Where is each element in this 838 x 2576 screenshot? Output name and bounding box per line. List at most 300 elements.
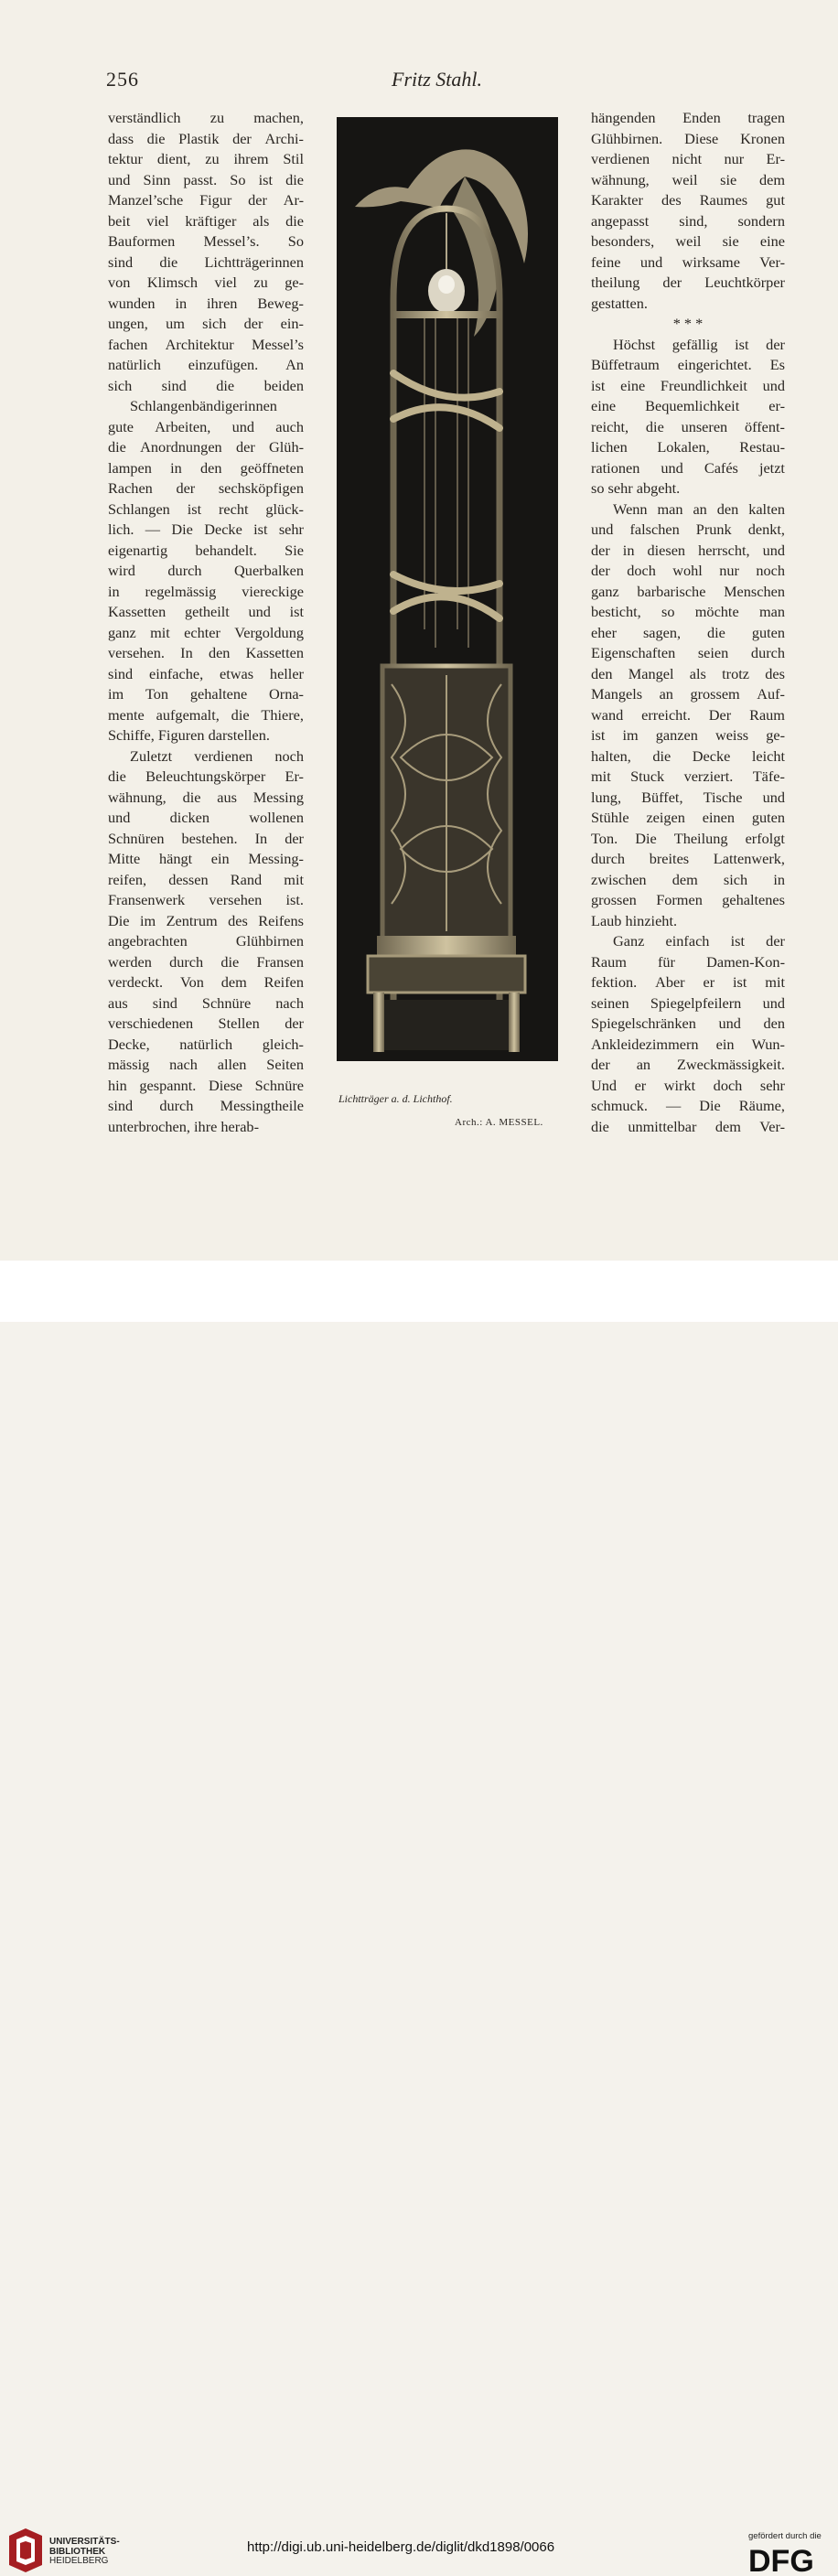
text-line — [591, 1055, 785, 1076]
word: wunden — [108, 294, 156, 312]
word: tragen — [747, 109, 785, 126]
word: getheilt — [184, 603, 230, 620]
word: einfach — [665, 932, 710, 950]
library-name-line3: HEIDELBERG — [49, 2556, 109, 2566]
word: durch — [750, 644, 785, 661]
word: eine — [620, 376, 646, 394]
word: angepasst — [591, 211, 650, 230]
word: Figur — [199, 191, 232, 209]
word: seien — [697, 644, 729, 661]
word: eigenartig — [108, 541, 168, 559]
figure-credit: Arch.: A. MESSEL. — [455, 1117, 543, 1128]
text-line — [108, 211, 304, 232]
text-line — [108, 561, 304, 582]
word: noch — [756, 562, 785, 579]
word: Tische — [703, 788, 743, 806]
text-line — [591, 170, 785, 191]
text-line — [591, 1076, 785, 1097]
word: Karakter — [591, 191, 643, 209]
word: mit — [765, 973, 785, 991]
word: Lokalen, — [657, 438, 710, 456]
word: Theilung — [673, 829, 728, 847]
text-line — [108, 890, 304, 911]
word: grossem — [690, 685, 740, 703]
word: man — [758, 603, 785, 620]
word: möchte — [694, 603, 739, 620]
word: kalten — [748, 499, 785, 518]
word: theilung — [591, 274, 640, 291]
word: Mangels — [591, 685, 643, 703]
text-line — [591, 993, 785, 1014]
word: sind, — [679, 211, 708, 230]
text-line — [108, 314, 304, 335]
word: und — [762, 788, 785, 806]
word: kräftiger — [185, 211, 237, 230]
word: mässig — [108, 1056, 150, 1073]
word: allen — [217, 1056, 247, 1073]
word: an — [693, 499, 707, 518]
word: verdienen — [591, 150, 650, 167]
word: seinen — [591, 993, 629, 1012]
word: der — [243, 315, 263, 332]
text-line — [591, 149, 785, 170]
dfg-logo-icon — [748, 2543, 831, 2576]
word: dem — [758, 170, 785, 188]
word: des — [228, 911, 248, 929]
word: Thiere, — [261, 705, 304, 724]
word: Fransen — [256, 952, 304, 971]
word: fektion. — [591, 973, 638, 991]
word: Glühbirnen — [235, 932, 304, 950]
text-line — [108, 911, 304, 932]
word: als — [689, 664, 706, 682]
word: die — [146, 129, 166, 147]
text-line — [108, 746, 304, 767]
word: die — [108, 767, 126, 785]
word: Diese — [208, 1076, 243, 1094]
word: grossen — [591, 891, 637, 908]
word: lampen — [108, 458, 152, 477]
page-number: 256 — [106, 68, 139, 91]
word: die — [652, 746, 671, 765]
word: die — [108, 438, 126, 456]
word: doch — [713, 1076, 743, 1094]
word: der — [591, 541, 610, 559]
text-line: Schiffe, Figuren darstellen. — [108, 726, 270, 744]
word: des — [765, 664, 785, 682]
text-line — [108, 623, 304, 644]
text-line: * * * — [672, 315, 704, 332]
word: lichen — [591, 438, 628, 456]
text-line — [108, 190, 304, 211]
text-line — [591, 541, 785, 562]
word: lich. — [108, 521, 134, 538]
word: Raum — [749, 705, 785, 724]
word: sind — [108, 1097, 134, 1114]
text-line — [108, 582, 304, 603]
text-line — [591, 643, 785, 664]
word: Höchst — [613, 335, 656, 353]
word: Messel’s — [252, 335, 304, 353]
word: einen — [702, 809, 735, 826]
word: und — [248, 603, 271, 620]
text-line — [108, 664, 304, 685]
word: Schnüren — [108, 829, 165, 847]
word: er — [634, 1076, 647, 1094]
word: reifen, — [108, 870, 147, 888]
word: Ver- — [759, 252, 785, 271]
word: zu — [253, 274, 268, 291]
word: einzufügen. — [188, 356, 259, 373]
word: Der — [708, 705, 732, 724]
word: einfache, — [148, 664, 204, 682]
text-line — [108, 499, 304, 521]
text-line — [591, 808, 785, 829]
word: er — [703, 973, 715, 991]
word: versehen — [209, 891, 263, 908]
text-line — [591, 1014, 785, 1035]
word: Damen-Kon- — [706, 952, 785, 971]
word: Ganz — [613, 932, 645, 950]
text-line — [108, 1076, 304, 1097]
text-line — [591, 108, 785, 129]
word: im — [108, 685, 124, 703]
word: Lattenwerk, — [713, 850, 785, 867]
text-line — [108, 829, 304, 850]
word: aus — [108, 993, 128, 1012]
word: Täfe- — [752, 767, 785, 785]
word: ein — [715, 1035, 735, 1053]
word: herrscht, — [698, 541, 750, 559]
word: der — [248, 191, 267, 209]
word: nur — [724, 150, 745, 167]
word: wohl — [672, 562, 703, 579]
word: der — [176, 479, 196, 497]
word: hin — [108, 1076, 127, 1094]
word: und — [762, 376, 785, 394]
word: Messing — [252, 788, 304, 806]
word: als — [252, 211, 270, 230]
word: ganz — [108, 623, 136, 641]
text-line — [591, 725, 785, 746]
word: Auf- — [757, 685, 785, 703]
text-line — [108, 684, 304, 705]
text-line — [108, 376, 304, 397]
word: sich — [108, 376, 133, 394]
word: In — [180, 644, 193, 661]
word: ist. — [285, 891, 304, 908]
word: Wun- — [751, 1035, 785, 1053]
word: So — [287, 232, 304, 250]
word: gleich- — [262, 1035, 304, 1053]
word: nach — [169, 1056, 198, 1073]
word: Ankleidezimmern — [591, 1035, 699, 1053]
word: trotz — [722, 664, 749, 682]
word: eher — [591, 623, 618, 641]
word: dem — [671, 870, 698, 888]
word: reicht, — [591, 417, 629, 435]
word: glück- — [265, 499, 304, 518]
word: schmuck. — [591, 1097, 648, 1114]
word: Glüh- — [269, 438, 304, 456]
word: besonders, — [591, 232, 655, 250]
text-line — [108, 541, 304, 562]
word: ist — [253, 521, 268, 538]
word: versehen. — [108, 644, 165, 661]
word: in — [175, 294, 188, 312]
text-line — [108, 478, 304, 499]
word: die — [159, 252, 178, 271]
word: Schlangenbändigerinnen — [130, 397, 277, 414]
word: sind — [108, 664, 134, 682]
word: Schnüre — [201, 993, 252, 1012]
word: und — [231, 417, 254, 435]
word: Eigenschaften — [591, 644, 676, 661]
text-line — [591, 499, 785, 521]
word: der — [285, 1014, 304, 1032]
word: Sie — [285, 541, 304, 559]
word: beiden — [263, 376, 304, 394]
word: eine — [591, 397, 617, 414]
word: gespannt. — [139, 1076, 197, 1094]
word: wähnung, — [108, 788, 167, 806]
word: hängenden — [591, 109, 656, 126]
right-text-column — [591, 108, 785, 1137]
word: Architektur — [165, 335, 234, 353]
word: Formen — [656, 891, 703, 908]
word: Stellen — [218, 1014, 260, 1032]
word: Plastik — [178, 129, 220, 147]
word: An — [285, 356, 304, 373]
text-line — [108, 108, 304, 129]
lamp-photograph — [337, 117, 558, 1061]
word: Wenn — [613, 499, 648, 518]
text-line — [591, 746, 785, 767]
word: im — [139, 911, 156, 929]
word: Die — [171, 521, 193, 538]
word: fachen — [108, 335, 148, 353]
word: — — [665, 1097, 682, 1114]
digitization-footer — [0, 1261, 838, 2576]
word: nach — [275, 993, 304, 1012]
word: Reifen — [263, 973, 304, 991]
word: Aber — [655, 973, 685, 991]
word: Kassetten — [245, 644, 304, 661]
word: Die — [108, 911, 130, 929]
word: Vergoldung — [234, 623, 304, 641]
word: Kronen — [740, 129, 785, 147]
word: Beleuchtungskörper — [145, 767, 266, 785]
word: Stühle — [591, 809, 629, 826]
word: Querbalken — [234, 562, 304, 579]
word: Seiten — [266, 1056, 304, 1073]
text-line — [591, 972, 785, 993]
word: barbarische — [637, 582, 706, 600]
word: verschiedenen — [108, 1014, 194, 1032]
word: sehr — [278, 521, 304, 538]
word: Fransenwerk — [108, 891, 186, 908]
text-line — [591, 890, 785, 911]
word: Stuck — [630, 767, 665, 785]
permalink-url[interactable]: http://digi.ub.uni-heidelberg.de/diglit/dkd1898/0066 — [247, 2539, 555, 2555]
word: Messingtheile — [220, 1097, 304, 1114]
text-line — [591, 417, 785, 438]
word: regelmässig — [145, 582, 217, 600]
word: denkt, — [747, 521, 785, 538]
word: die — [591, 1117, 609, 1135]
word: durch — [159, 1097, 194, 1114]
text-line — [591, 1096, 785, 1117]
word: — — [145, 521, 161, 538]
word: Orna- — [269, 685, 304, 703]
dfg-logo-text: DFG — [748, 2544, 814, 2576]
word: mit — [591, 767, 611, 785]
word: aufgemalt, — [156, 705, 220, 724]
word: Zentrum — [166, 911, 218, 929]
word: sich — [723, 870, 748, 888]
text-line — [591, 231, 785, 252]
text-line — [108, 355, 304, 376]
word: So — [230, 170, 246, 188]
word: der — [766, 932, 785, 950]
word: diesen — [647, 541, 686, 559]
word: den — [208, 644, 231, 661]
word: durch — [167, 562, 202, 579]
word: gute — [108, 417, 134, 435]
library-name-line2: BIBLIOTHEK — [49, 2546, 106, 2557]
word: und — [108, 170, 131, 188]
word: sich — [202, 315, 227, 332]
word: der — [232, 129, 252, 147]
word: Stil — [283, 150, 304, 167]
word: wirksame — [682, 252, 740, 271]
word: leicht — [751, 746, 785, 765]
word: und — [108, 809, 131, 826]
text-line — [591, 355, 785, 376]
word: gehaltene — [189, 685, 248, 703]
word: zeigen — [646, 809, 685, 826]
word: im — [622, 726, 639, 744]
word: guten — [751, 623, 785, 641]
text-line — [591, 437, 785, 458]
word: sechsköpfigen — [218, 479, 304, 497]
word: gefällig — [671, 335, 718, 353]
word: natürlich — [179, 1035, 233, 1053]
word: dem — [714, 1117, 741, 1135]
word: Und — [591, 1076, 618, 1094]
word: die — [182, 788, 201, 806]
text-line — [108, 437, 304, 458]
text-line — [591, 273, 785, 294]
text-line — [108, 1055, 304, 1076]
word: unmittelbar — [628, 1117, 697, 1135]
word: bestehen. — [181, 829, 238, 847]
word: Büffetraum — [591, 356, 660, 373]
word: tektur — [108, 150, 143, 167]
word: Archi- — [264, 129, 304, 147]
word: der — [285, 829, 304, 847]
word: den — [591, 664, 613, 682]
word: Schnüre — [254, 1076, 304, 1094]
word: dient, — [156, 150, 191, 167]
word: nur — [719, 562, 739, 579]
word: ihrem — [233, 150, 269, 167]
word: zu — [210, 109, 225, 126]
text-line — [108, 520, 304, 541]
text-line — [591, 705, 785, 726]
text-line — [108, 252, 304, 274]
word: und — [762, 993, 785, 1012]
text-line — [591, 870, 785, 891]
word: und — [762, 541, 785, 559]
text-line — [108, 643, 304, 664]
word: zu — [205, 150, 220, 167]
word: ein — [210, 850, 230, 867]
text-line — [108, 396, 304, 417]
text-line — [591, 561, 785, 582]
word: doch — [627, 562, 656, 579]
word: machen, — [253, 109, 304, 126]
word: und — [718, 1014, 741, 1032]
word: in — [108, 582, 120, 600]
word: echter — [184, 623, 220, 641]
word: ist — [733, 973, 747, 991]
text-line — [108, 870, 304, 891]
figure-caption: Lichtträger a. d. Lichthof. — [338, 1092, 453, 1105]
word: Zweckmässigkeit. — [676, 1056, 785, 1073]
word: Schlangen — [108, 499, 170, 518]
word: so — [661, 603, 675, 620]
word: ungen, — [108, 315, 148, 332]
funding-note: gefördert durch die — [748, 2531, 822, 2541]
word: Decke, — [108, 1035, 150, 1053]
word: erfolgt — [745, 829, 785, 847]
word: Ver- — [759, 1117, 785, 1135]
word: ganz — [591, 582, 619, 600]
word: der — [591, 562, 610, 579]
word: öffent- — [744, 417, 785, 435]
text-line — [591, 458, 785, 479]
word: heller — [269, 664, 304, 682]
text-line — [108, 931, 304, 952]
text-line — [108, 952, 304, 973]
word: Die — [699, 1097, 721, 1114]
text-line — [108, 767, 304, 788]
word: ge- — [285, 274, 304, 291]
word: wähnung, — [591, 170, 650, 188]
word: breites — [649, 850, 690, 867]
text-line — [591, 664, 785, 685]
word: verziert. — [683, 767, 734, 785]
word: Lichtträgerinnen — [204, 252, 304, 271]
word: Beweg- — [257, 294, 304, 312]
text-line — [108, 808, 304, 829]
word: Er- — [766, 150, 785, 167]
text-line — [591, 1035, 785, 1056]
text-line — [591, 684, 785, 705]
word: halten, — [591, 746, 631, 765]
word: werden — [108, 952, 152, 971]
word: dass — [108, 129, 134, 147]
word: weiss — [714, 726, 749, 744]
text-line — [591, 335, 785, 356]
text-line — [591, 129, 785, 150]
word: dicken — [169, 809, 210, 826]
word: nicht — [671, 150, 703, 167]
word: auch — [275, 417, 304, 435]
text-line — [108, 705, 304, 726]
word: hängt — [158, 850, 193, 867]
